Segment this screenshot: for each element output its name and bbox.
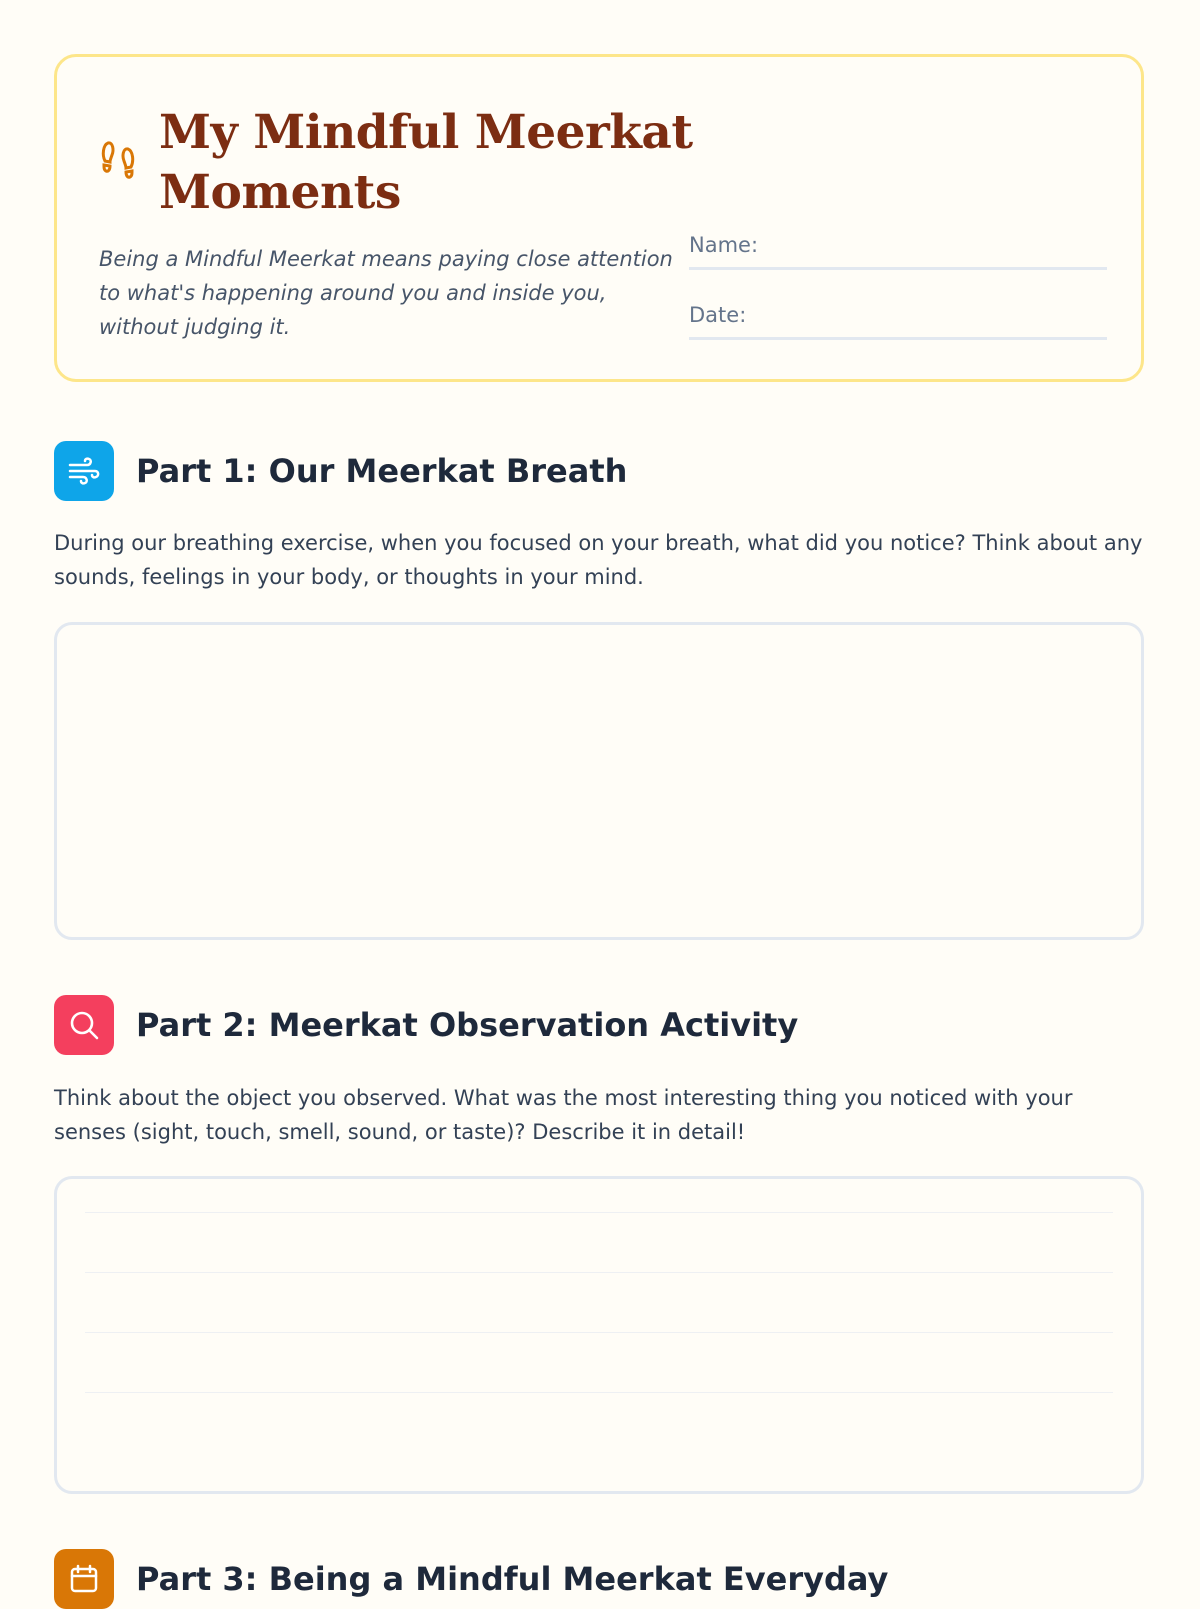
section-3-badge <box>54 1549 114 1609</box>
search-icon <box>67 1008 101 1042</box>
section-2-badge <box>54 995 114 1055</box>
writing-line <box>85 1212 1113 1213</box>
calendar-icon <box>67 1562 101 1596</box>
header-card <box>54 54 1144 382</box>
name-field[interactable] <box>689 233 1107 270</box>
writing-line <box>85 1272 1113 1273</box>
intro-text: Being a Mindful Meerkat means paying close attention to what's happening around you and inside you, without judging it. <box>99 247 673 339</box>
date-label: Date: <box>689 303 747 327</box>
section-2-answer-box[interactable] <box>54 1176 1144 1494</box>
section-2-prompt: Think about the object you observed. What was the most interesting thing you noticed with your senses (sight, touch, smell, sound, or taste)? Describe it in detail! <box>54 1086 1073 1144</box>
section-1-header <box>54 441 627 501</box>
section-2-header <box>54 995 798 1055</box>
section-3-header <box>54 1549 888 1609</box>
section-2-title: Part 2: Meerkat Observation Activity <box>136 1006 799 1044</box>
writing-line <box>85 1392 1113 1393</box>
date-field[interactable] <box>689 303 1107 340</box>
section-1-answer-box[interactable] <box>54 622 1144 940</box>
section-1-title: Part 1: Our Meerkat Breath <box>136 452 628 490</box>
title-row <box>99 103 719 223</box>
section-1-badge <box>54 441 114 501</box>
footprints-icon <box>99 137 137 179</box>
writing-line <box>85 1332 1113 1333</box>
section-3-title: Part 3: Being a Mindful Meerkat Everyday <box>136 1560 889 1598</box>
name-label: Name: <box>689 233 759 257</box>
section-1-prompt: During our breathing exercise, when you focused on your breath, what did you notice? Think about any sounds, feelings in your body, or thoughts in your mind. <box>54 531 1143 589</box>
page-title: My Mindful Meerkat Moments <box>159 105 693 220</box>
wind-icon <box>67 456 101 486</box>
